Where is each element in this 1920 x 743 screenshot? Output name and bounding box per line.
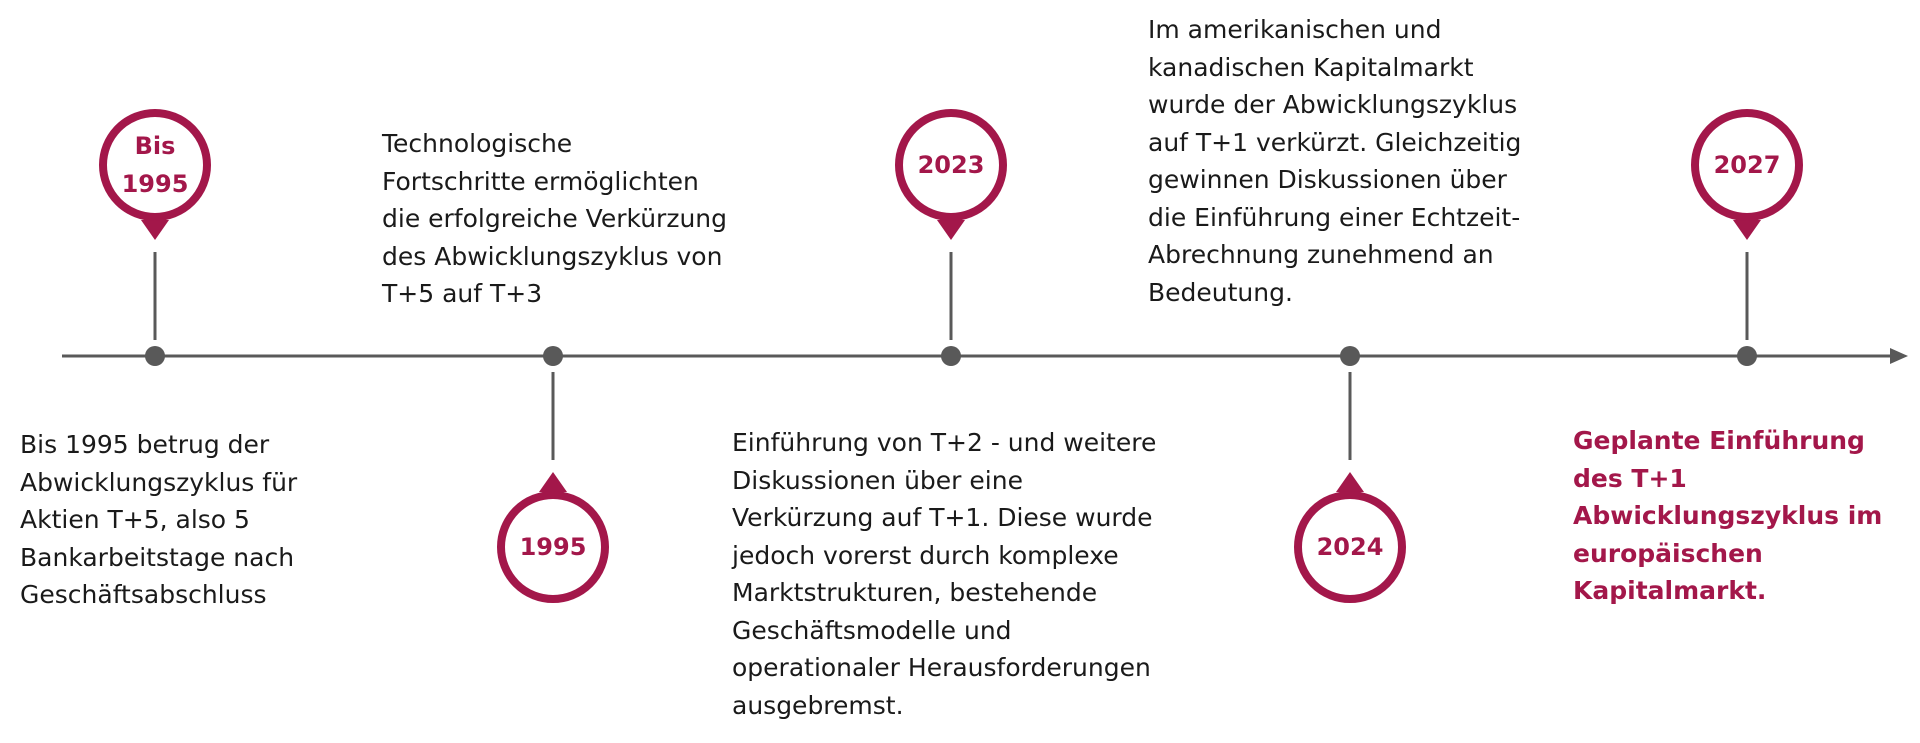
timeline-dot: [543, 346, 563, 366]
milestone-description: Bis 1995 betrug der Abwicklungszyklus für Aktien T+5, also 5 Bankarbeitstage nach Geschäftsabschluss: [20, 430, 298, 609]
milestone-description: Technologische Fortschritte ermöglichten die erfolgreiche Verkürzung des Abwicklungszyklus von T+5 auf T+3: [382, 129, 728, 308]
pin-pointer: [1336, 472, 1364, 492]
milestone-year-label: Bis 1995: [121, 132, 189, 198]
timeline-dot: [941, 346, 961, 366]
milestone-year-label: 2023: [917, 151, 985, 179]
milestone-year-label: 2024: [1316, 533, 1384, 561]
timeline-arrowhead: [1890, 348, 1908, 364]
milestone-description: Einführung von T+2 - und weitere Diskussionen über eine Verkürzung auf T+1. Diese wurde jedoch vorerst durch komplexe Marktstrukturen, bestehende Geschäftsmodelle und operationaler Herausforderungen ausgebremst.: [732, 428, 1157, 720]
pin-pointer: [539, 472, 567, 492]
timeline-dot: [1737, 346, 1757, 366]
pin-pointer: [937, 220, 965, 240]
timeline-dot: [145, 346, 165, 366]
milestone-description: Im amerikanischen und kanadischen Kapitalmarkt wurde der Abwicklungszyklus auf T+1 verkürzt. Gleichzeitig gewinnen Diskussionen über die Einführung einer Echtzeit- Abrechnung zunehmend an Bedeutung.: [1148, 15, 1522, 307]
milestone-year-label: 2027: [1713, 151, 1781, 179]
pin-pointer: [1733, 220, 1761, 240]
pin-pointer: [141, 220, 169, 240]
milestone-year-label: 1995: [519, 533, 587, 561]
timeline-dot: [1340, 346, 1360, 366]
milestone-description-highlight: Geplante Einführung des T+1 Abwicklungszyklus im europäischen Kapitalmarkt.: [1573, 426, 1883, 605]
